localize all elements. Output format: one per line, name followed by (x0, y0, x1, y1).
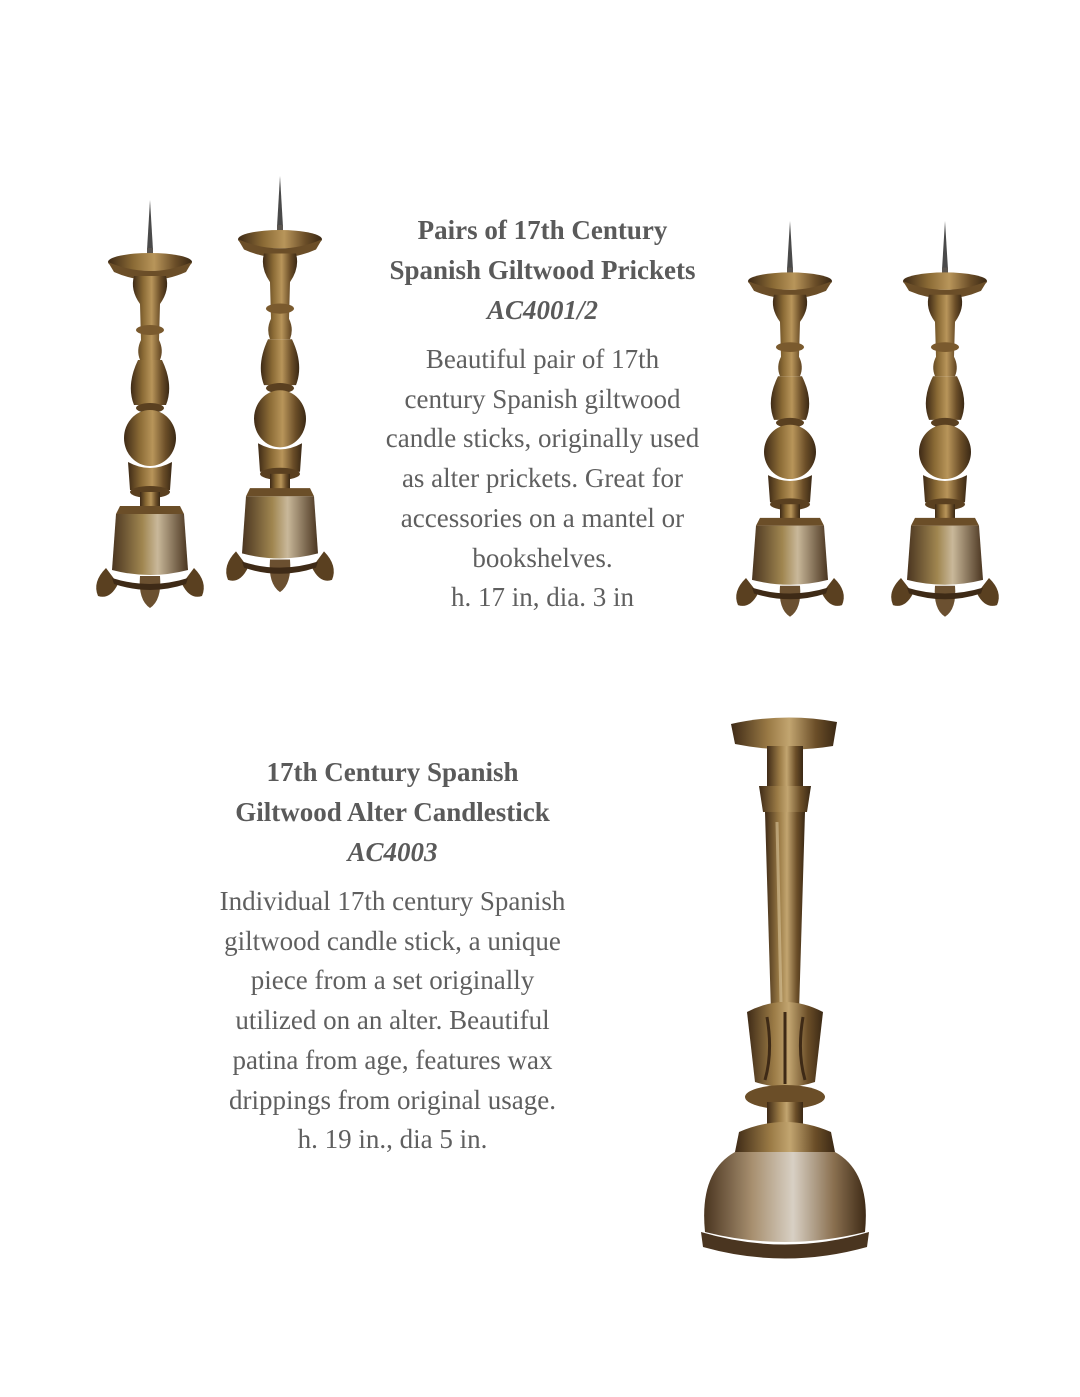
item2-text-block (190, 752, 595, 1160)
item2-description: Individual 17th century Spanish giltwood candle stick, a unique piece from a set originally utilized on an alter. Beautiful patina from age, features wax drippings from original usage. (219, 886, 566, 1115)
pricket-photo-left-pair (100, 180, 330, 650)
item1-description: Beautiful pair of 17th century Spanish giltwood candle sticks, originally used as alter prickets. Great for accessories on a mantel or bookshelves. (385, 344, 700, 573)
item2-dimensions: h. 19 in., dia 5 in. (297, 1124, 488, 1155)
candlestick-photo (695, 712, 875, 1267)
item1-title: Pairs of 17th Century Spanish Giltwood Prickets (389, 215, 696, 285)
item1-code: AC4001/2 (486, 295, 599, 325)
item1-dimensions: h. 17 in, dia. 3 in (451, 582, 634, 613)
item1-text-block (360, 210, 725, 618)
item2-code: AC4003 (347, 837, 438, 867)
item2-title: 17th Century Spanish Giltwood Alter Candlestick (235, 757, 550, 827)
pricket-photo-right-pair (740, 200, 1000, 630)
